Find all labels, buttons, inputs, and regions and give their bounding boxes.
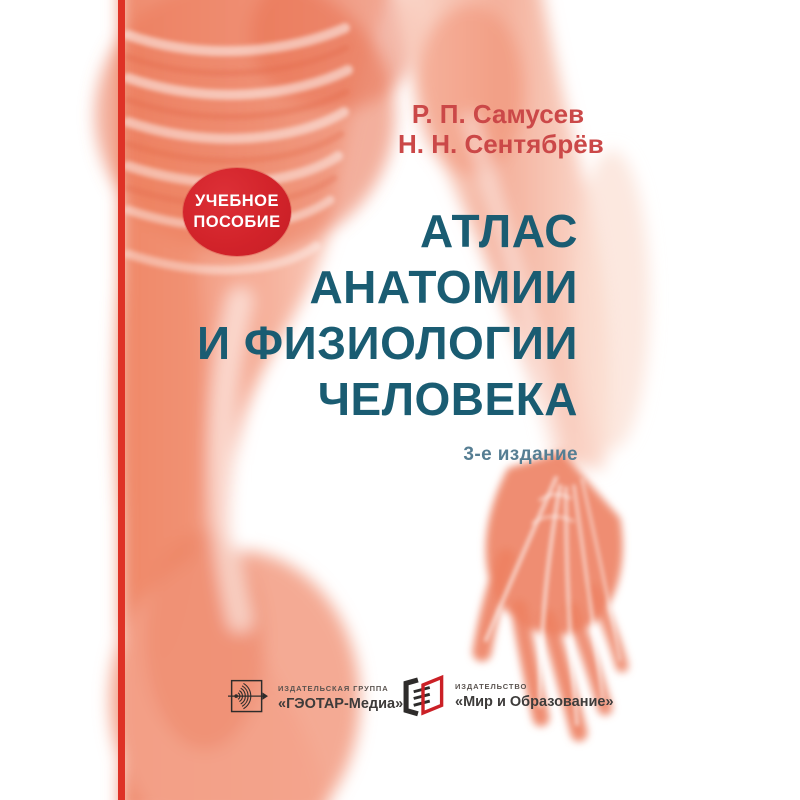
publisher-mir-name: «Мир и Образование»	[455, 694, 614, 710]
publisher-mir-obrazovanie	[399, 674, 614, 718]
title-line-3: И ФИЗИОЛОГИИ	[197, 317, 578, 369]
author-line-2: Н. Н. Сентябрёв	[398, 129, 604, 159]
geotar-lens-arrow-icon	[228, 678, 268, 716]
title-line-4: ЧЕЛОВЕКА	[317, 373, 578, 425]
open-book-icon	[399, 674, 447, 718]
edition-note: 3-е издание	[463, 444, 578, 465]
title-line-1: АТЛАС	[420, 205, 578, 257]
publisher-geotar-name: «ГЭОТАР-Медиа»	[278, 696, 404, 712]
badge-line-2: ПОСОБИЕ	[193, 213, 281, 231]
book-title	[197, 203, 578, 427]
cover-edge-strip	[118, 0, 125, 800]
publisher-mir-group-label: ИЗДАТЕЛЬСТВО	[455, 682, 528, 691]
title-line-2: АНАТОМИИ	[309, 261, 578, 313]
badge-line-1: УЧЕБНОЕ	[195, 192, 279, 210]
publisher-geotar-group-label: ИЗДАТЕЛЬСКАЯ ГРУППА	[278, 684, 389, 693]
author-names	[398, 99, 604, 159]
author-line-1: Р. П. Самусев	[411, 99, 585, 129]
publisher-geotar	[228, 678, 403, 716]
